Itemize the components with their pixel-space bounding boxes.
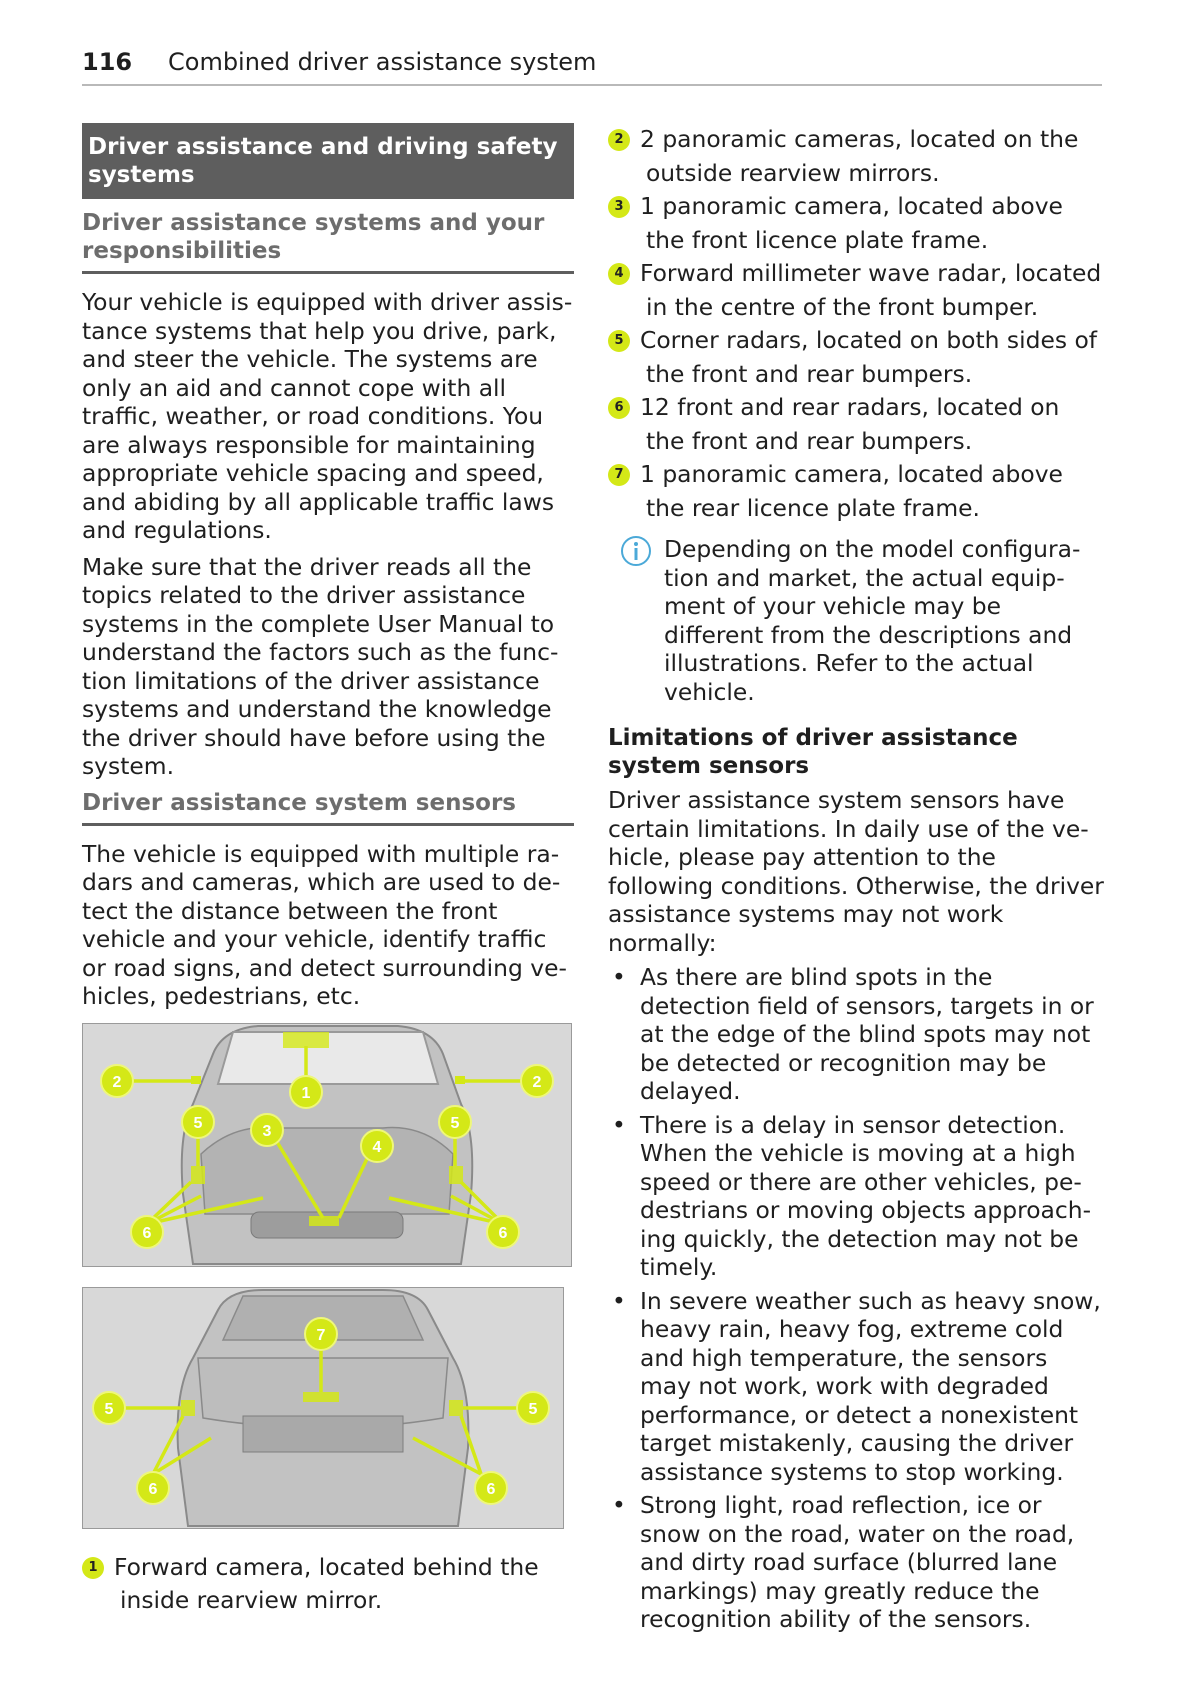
callout-7-label: 7 [316,1326,326,1344]
legend-number-badge: 3 [608,196,630,218]
legend-number-badge: 5 [608,330,630,352]
callout-5-rear-right-label: 5 [528,1400,538,1418]
figure-front-view [82,1023,572,1267]
legend-text: Forward millimeter wave radar, located in the centre of the front bumper. [640,259,1102,321]
section-banner: Driver assistance and driving safety systems [82,123,574,199]
legend-number-badge: 2 [608,129,630,151]
legend-text: 1 panoramic camera, located above the front licence plate frame. [640,192,1063,254]
legend-number-badge: 6 [608,397,630,419]
figure-rear-view [82,1287,564,1529]
legend-number-badge: 4 [608,263,630,285]
limitations-heading: Limitations of driver assistance system sensors [608,725,1018,779]
paragraph-user-manual: Make sure that the driver reads all the topics related to the driver assistance systems in the complete User Manual to understand the factors such as the function limitations of the driver assistance systems and understand the knowledge the driver should have before using the system. [82,552,559,780]
front-car-illustration [83,1024,571,1266]
right-column [608,123,1104,1634]
callout-5-left-label: 5 [193,1114,203,1132]
callout-6-rear-left-label: 6 [148,1480,158,1498]
legend-number-badge: 7 [608,464,630,486]
legend-text: 2 panoramic cameras, located on the outside rearview mirrors. [640,125,1079,187]
bullet-icon: • [612,1110,626,1139]
legend-text: 12 front and rear radars, located on the front and rear bumpers. [640,393,1060,455]
callout-5-rear-left-label: 5 [104,1400,114,1418]
callout-1-label: 1 [301,1084,311,1102]
callout-6-left-label: 6 [142,1224,152,1242]
limitation-bullet-2 [608,1111,1104,1282]
callout-3-label: 3 [262,1122,272,1140]
callout-2-left-label: 2 [112,1073,122,1091]
limitations-intro: Driver assistance system sensors have certain limitations. In daily use of the vehicle, please pay attention to the following conditions. Otherwise, the driver assistance systems may not work normally: [608,786,1104,957]
bullet-icon: • [612,963,626,991]
limitation-bullet-4 [608,1491,1104,1634]
callout-6-right-label: 6 [498,1224,508,1242]
paragraph-responsibilities: Your vehicle is equipped with driver assistance systems that help you drive, park, and steer the vehicle. The systems are only an aid and cannot cope with all traffic, weather, or road conditions. You are always responsible for maintaining appropriate vehicle spacing and speed, and abiding by all applicable traffic laws and regulations. [82,288,573,544]
legend-item-2 [608,123,1104,190]
callout-5-right-label: 5 [450,1114,460,1132]
limitation-bullet-3 [608,1287,1104,1487]
bullet-text: As there are blind spots in the detection field of sensors, targets in or at the edge of the blind spots may not be detected or recognition may be delayed. [640,963,1094,1105]
page-number: 116 [82,48,133,76]
info-icon [620,535,652,567]
legend-item-5 [608,324,1104,391]
subheading-sensors: Driver assistance system sensors [82,789,574,826]
bullet-text: There is a delay in sensor detection. When the vehicle is moving at a high speed or there are other vehicles, pedestrians or moving objects approaching quickly, the detection may not be timely. [640,1110,1092,1281]
legend-text: Forward camera, located behind the inside rearview mirror. [114,1552,539,1614]
callout-6-rear-right-label: 6 [486,1480,496,1498]
rear-car-illustration [83,1288,563,1528]
bullet-icon: • [612,1286,626,1315]
info-note-text: Depending on the model configuration and market, the actual equipment of your vehicle may be different from the descriptions and illustrations. Refer to the actual vehicle. [664,535,1081,706]
paragraph-sensors: The vehicle is equipped with multiple radars and cameras, which are used to detect the distance between the front vehicle and your vehicle, identify traffic or road signs, and detect surrounding vehicles, pedestrians, etc. [82,839,567,1010]
info-note [608,535,1104,706]
bullet-text: In severe weather such as heavy snow, heavy rain, heavy fog, extreme cold and high temperature, the sensors may not work, work with degraded performance, or detect a nonexistent target mistakenly, causing the driver assistance systems to stop working. [640,1286,1101,1486]
callout-2-right-label: 2 [532,1073,542,1091]
subheading-responsibilities: Driver assistance systems and your responsibilities [82,209,574,274]
legend-item-7 [608,458,1104,525]
legend-item-3 [608,190,1104,257]
legend-item-6 [608,391,1104,458]
callout-4-label: 4 [372,1138,382,1156]
chapter-title: Combined driver assistance system [168,48,597,76]
legend-item-4 [608,257,1104,324]
page-header [82,44,1102,86]
legend-text: 1 panoramic camera, located above the rear licence plate frame. [640,460,1063,522]
legend-number-badge: 1 [82,1557,104,1579]
legend-text: Corner radars, located on both sides of the front and rear bumpers. [640,326,1098,388]
bullet-text: Strong light, road reflection, ice or snow on the road, water on the road, and dirty road surface (blurred lane markings) may greatly reduce the recognition ability of the sensors. [640,1491,1075,1633]
legend-item-1 [82,1551,574,1618]
bullet-icon: • [612,1491,626,1519]
left-column [82,123,574,1618]
limitation-bullet-1 [608,963,1104,1106]
